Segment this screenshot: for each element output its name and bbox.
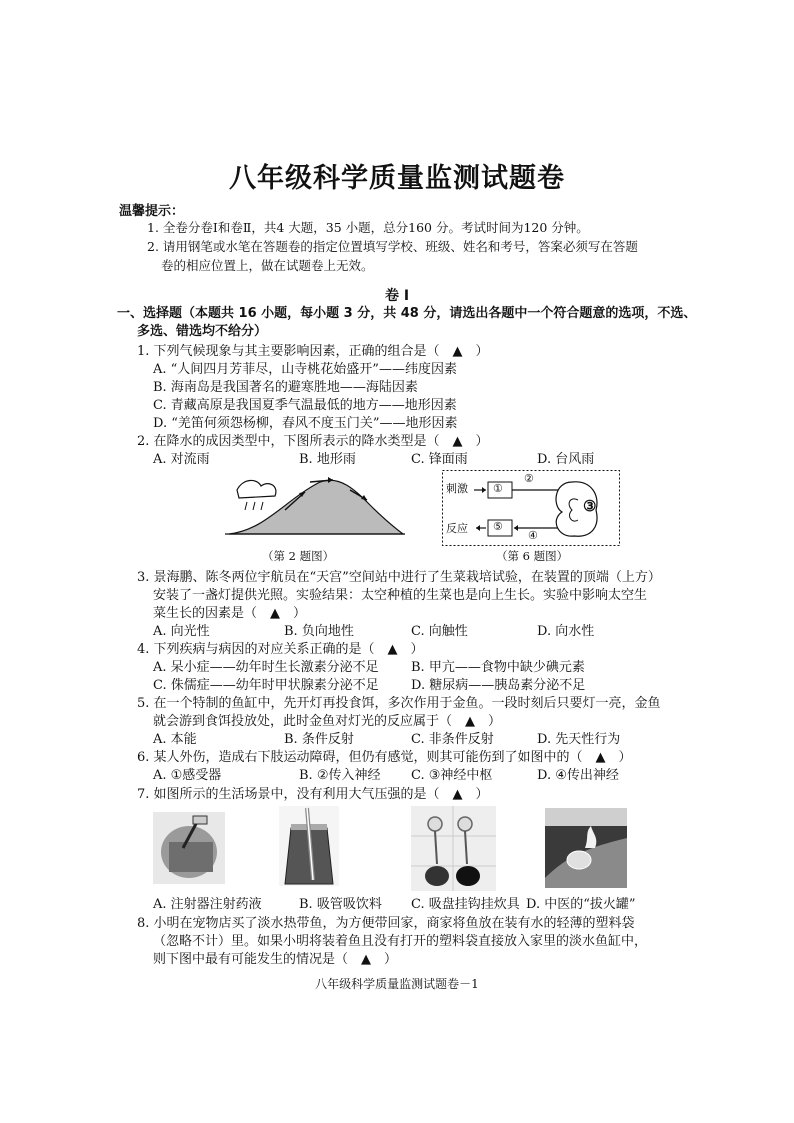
q8-stem-cont-1: （忽略不计）里。如果小明将装着鱼且没有打开的塑料袋直接放入家里的淡水鱼缸中， bbox=[153, 934, 648, 949]
q7-option-d: D. 中医的“拔火罐” bbox=[526, 897, 636, 912]
q3-options bbox=[153, 623, 693, 641]
q1-option-d: D. “羌笛何须怨杨柳，春风不度玉门关”——地形因素 bbox=[153, 416, 458, 431]
fig2-orographic-rain bbox=[225, 470, 405, 540]
q2-option-c: C. 锋面雨 bbox=[411, 452, 468, 467]
part-label: 卷 Ⅰ bbox=[384, 288, 410, 304]
q4-option-c: C. 侏儒症——幼年时甲状腺素分泌不足 bbox=[153, 678, 379, 693]
q5-option-b: B. 条件反射 bbox=[284, 732, 354, 747]
q5-stem-cont: 就会游到食饵投放处，此时金鱼对灯光的反应属于（ ▲ ） bbox=[153, 714, 501, 729]
section-heading: 一、选择题（本题共 16 小题，每小题 3 分，共 48 分，请选出各题中一个符合题意的选项，不选、 bbox=[117, 306, 697, 321]
q3-option-a: A. 向光性 bbox=[153, 624, 210, 639]
q4-option-b: B. 甲亢——食物中缺少碘元素 bbox=[411, 660, 585, 675]
q2-options bbox=[153, 451, 693, 469]
q6-option-b: B. ②传入神经 bbox=[299, 768, 381, 783]
fig6-label-4: ④ bbox=[528, 529, 538, 542]
q7-options bbox=[153, 896, 693, 914]
q5-option-d: D. 先天性行为 bbox=[537, 732, 621, 747]
q1-option-b: B. 海南岛是我国著名的避寒胜地——海陆因素 bbox=[153, 380, 418, 395]
q7-photo-a-syringe bbox=[153, 812, 225, 884]
tip-item-1: 1. 全卷分卷Ⅰ和卷Ⅱ，共4 大题，35 小题，总分160 分。考试时间为120 分钟。 bbox=[147, 220, 589, 235]
tip-item-2: 2. 请用钢笔或水笔在答题卷的指定位置填写学校、班级、姓名和考号，答案必须写在答题 bbox=[147, 239, 638, 254]
q3-option-b: B. 负向地性 bbox=[284, 624, 354, 639]
q3-option-c: C. 向触性 bbox=[411, 624, 468, 639]
q7-option-a: A. 注射器注射药液 bbox=[153, 897, 262, 912]
page-footer: 八年级科学质量监测试题卷－1 bbox=[315, 977, 479, 991]
q1-option-c: C. 青藏高原是我国夏季气温最低的地方——地形因素 bbox=[153, 398, 457, 413]
q1-stem: 1. 下列气候现象与其主要影响因素，正确的组合是（ ▲ ） bbox=[137, 344, 489, 359]
q3-stem-cont-2: 菜生长的因素是（ ▲ ） bbox=[153, 606, 306, 621]
q3-stem: 3. 景海鹏、陈冬两位宇航员在“天宫”空间站中进行了生菜栽培试验，在装置的顶端（上方） bbox=[137, 570, 661, 585]
page-title: 八年级科学质量监测试题卷 bbox=[229, 163, 565, 194]
fig2-caption: （第 2 题图） bbox=[262, 549, 335, 563]
q7-photo-d-cupping bbox=[545, 808, 627, 888]
fig6-label-3: ③ bbox=[583, 497, 597, 515]
q6-option-a: A. ①感受器 bbox=[153, 768, 222, 783]
q8-stem: 8. 小明在宠物店买了淡水热带鱼，为方便带回家，商家将鱼放在装有水的轻薄的塑料袋 bbox=[137, 916, 635, 931]
section-heading-cont: 多选、错选均不给分） bbox=[137, 324, 268, 339]
q4-option-a: A. 呆小症——幼年时生长激素分泌不足 bbox=[153, 660, 379, 675]
q7-option-b: B. 吸管吸饮料 bbox=[299, 897, 382, 912]
q7-option-c: C. 吸盘挂钩挂炊具 bbox=[411, 897, 520, 912]
q2-option-d: D. 台风雨 bbox=[537, 452, 595, 467]
q4-options-row-1 bbox=[153, 659, 693, 677]
q2-stem: 2. 在降水的成因类型中，下图所表示的降水类型是（ ▲ ） bbox=[137, 434, 489, 449]
q2-option-a: A. 对流雨 bbox=[153, 452, 210, 467]
q6-option-c: C. ③神经中枢 bbox=[411, 768, 493, 783]
q5-option-a: A. 本能 bbox=[153, 732, 197, 747]
fig6-caption: （第 6 题图） bbox=[496, 549, 569, 563]
q4-stem: 4. 下列疾病与病因的对应关系正确的是（ ▲ ） bbox=[137, 642, 424, 657]
q5-option-c: C. 非条件反射 bbox=[411, 732, 494, 747]
q7-stem: 7. 如图所示的生活场景中，没有利用大气压强的是（ ▲ ） bbox=[137, 787, 489, 802]
tips-heading: 温馨提示： bbox=[119, 204, 185, 219]
tip-item-2-cont: 卷的相应位置上，做在试题卷上无效。 bbox=[161, 258, 374, 273]
q1-option-a: A. “人间四月芳菲尽，山寺桃花始盛开”——纬度因素 bbox=[153, 362, 457, 377]
fig6-label-2: ② bbox=[524, 472, 534, 485]
fig6-label-response: 反应 bbox=[446, 522, 468, 535]
q3-stem-cont-1: 安装了一盏灯提供光照。实验结果：太空种植的生菜也是向上生长。实验中影响太空生 bbox=[153, 588, 648, 603]
q2-option-b: B. 地形雨 bbox=[299, 452, 356, 467]
q7-photo-b-straw bbox=[279, 806, 339, 886]
fig6-label-5: ⑤ bbox=[493, 520, 503, 533]
q4-option-d: D. 糖尿病——胰岛素分泌不足 bbox=[411, 678, 586, 693]
q6-stem: 6. 某人外伤，造成右下肢运动障碍，但仍有感觉，则其可能伤到了如图中的（ ▲ ） bbox=[137, 750, 632, 765]
q3-option-d: D. 向水性 bbox=[537, 624, 595, 639]
q8-stem-cont-2: 则下图中最有可能发生的情况是（ ▲ ） bbox=[153, 952, 397, 967]
q6-option-d: D. ④传出神经 bbox=[537, 768, 619, 783]
q6-options bbox=[153, 767, 693, 785]
fig6-label-1: ① bbox=[493, 482, 503, 495]
fig6-label-stimulus: 刺激 bbox=[446, 482, 468, 495]
q5-options bbox=[153, 731, 693, 749]
q4-options-row-2 bbox=[153, 677, 693, 695]
q5-stem: 5. 在一个特制的鱼缸中，先开灯再投食饵，多次作用于金鱼。一段时刻后只要灯一亮，金鱼 bbox=[137, 696, 661, 711]
q7-photo-c-suction-hook bbox=[411, 806, 496, 891]
